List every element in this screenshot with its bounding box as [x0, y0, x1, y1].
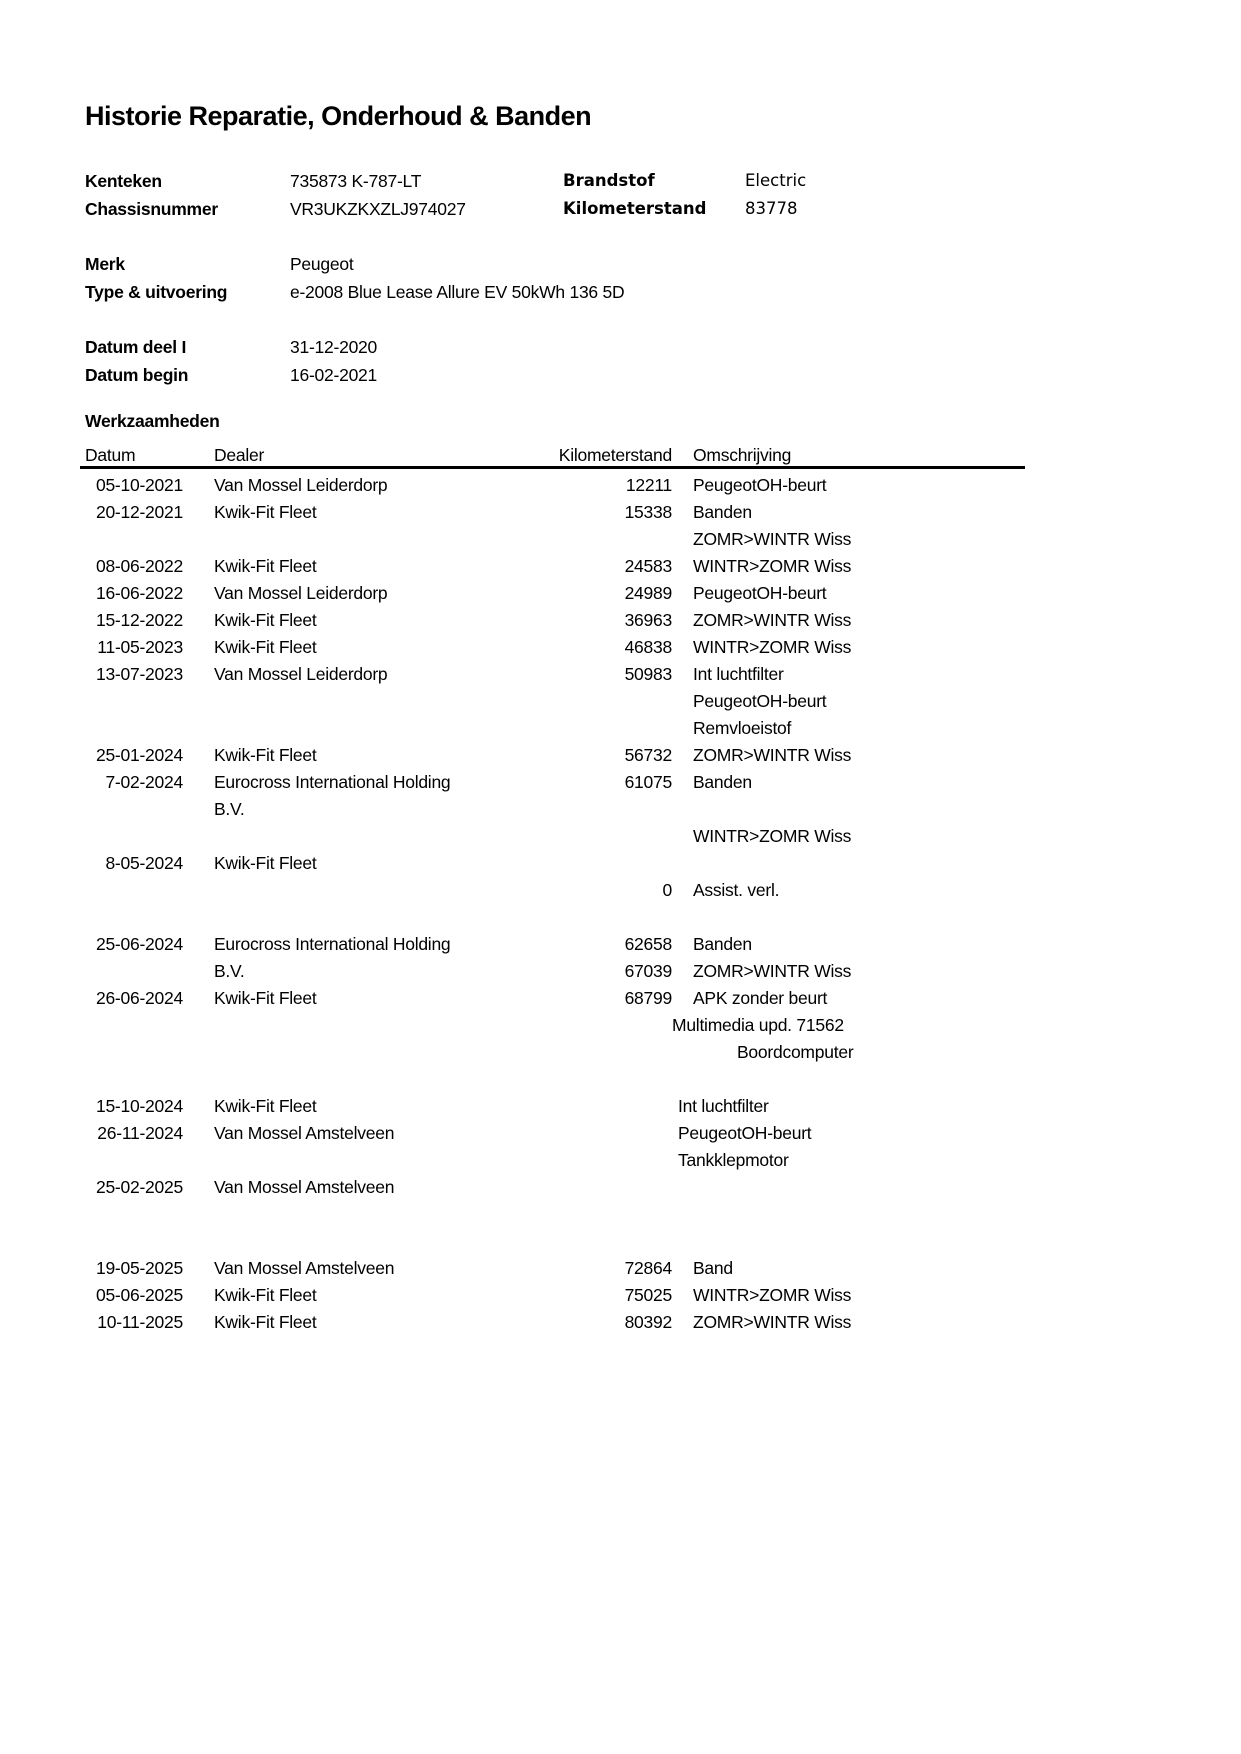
cell-omschrijving: APK zonder beurt [693, 988, 828, 1008]
table-row [80, 664, 1210, 691]
cell-omschrijving: PeugeotOH-beurt [693, 691, 827, 711]
table-row [80, 1312, 1210, 1339]
cell-datum: 11-05-2023 [97, 637, 183, 657]
table-row [80, 691, 1210, 718]
brandstof-value: Electric [745, 171, 807, 190]
cell-dealer: B.V. [214, 799, 245, 819]
cell-omschrijving: Banden [693, 934, 752, 954]
table-row [80, 529, 1210, 556]
cell-omschrijving: Multimedia upd. 71562 [672, 1015, 844, 1035]
table-row [80, 1150, 1210, 1177]
datum-begin-label: Datum begin [85, 365, 189, 385]
table-row [80, 1096, 1210, 1123]
cell-datum: 7-02-2024 [105, 772, 183, 792]
cell-dealer: Van Mossel Leiderdorp [214, 475, 388, 495]
cell-kilometerstand: 75025 [624, 1285, 672, 1305]
cell-dealer: Kwik-Fit Fleet [214, 853, 317, 873]
cell-datum: 25-02-2025 [95, 1177, 183, 1197]
cell-dealer: Kwik-Fit Fleet [214, 988, 317, 1008]
cell-datum: 15-10-2024 [95, 1096, 183, 1116]
cell-datum: 16-06-2022 [95, 583, 183, 603]
cell-omschrijving: Boordcomputer [737, 1042, 854, 1062]
cell-kilometerstand: 15338 [624, 502, 672, 522]
cell-dealer: Van Mossel Amstelveen [214, 1177, 395, 1197]
cell-datum: 13-07-2023 [95, 664, 183, 684]
cell-omschrijving: WINTR>ZOMR Wiss [693, 637, 852, 657]
kilometerstand-label: Kilometerstand [563, 199, 707, 218]
cell-datum: 8-05-2024 [105, 853, 183, 873]
werkzaamheden-section-title: Werkzaamheden [85, 411, 220, 431]
chassisnummer-value: VR3UKZKXZLJ974027 [290, 199, 466, 219]
cell-dealer: Van Mossel Amstelveen [214, 1123, 395, 1143]
table-row [80, 610, 1210, 637]
table-row [80, 502, 1210, 529]
cell-datum: 15-12-2022 [95, 610, 183, 630]
cell-datum: 08-06-2022 [95, 556, 183, 576]
type-uitvoering-value: e-2008 Blue Lease Allure EV 50kWh 136 5D [290, 282, 625, 302]
info-vehicle [85, 254, 745, 310]
cell-datum: 10-11-2025 [97, 1312, 183, 1332]
cell-omschrijving: Tankklepmotor [678, 1150, 789, 1170]
page-title: Historie Reparatie, Onderhoud & Banden [85, 101, 592, 131]
cell-kilometerstand: 61075 [624, 772, 672, 792]
werkzaamheden-rows [80, 475, 1210, 1339]
table-row [80, 583, 1210, 610]
cell-omschrijving: WINTR>ZOMR Wiss [693, 1285, 852, 1305]
merk-label: Merk [85, 254, 125, 274]
cell-dealer: Kwik-Fit Fleet [214, 637, 317, 657]
column-header-dealer: Dealer [214, 445, 265, 465]
chassisnummer-label: Chassisnummer [85, 199, 218, 219]
cell-kilometerstand: 12211 [625, 475, 672, 495]
table-header [0, 445, 1241, 467]
table-row [80, 475, 1210, 502]
cell-datum: 19-05-2025 [95, 1258, 183, 1278]
info-registration [85, 171, 806, 227]
cell-datum: 26-11-2024 [97, 1123, 183, 1143]
cell-omschrijving: Assist. verl. [693, 880, 780, 900]
table-row [80, 1231, 1210, 1258]
table-row [80, 853, 1210, 880]
cell-dealer: Eurocross International Holding [214, 934, 451, 954]
table-row [80, 1285, 1210, 1312]
table-row [80, 772, 1210, 799]
table-row [80, 1069, 1210, 1096]
cell-dealer: Kwik-Fit Fleet [214, 1096, 317, 1116]
cell-omschrijving: Int luchtfilter [678, 1096, 769, 1116]
cell-omschrijving: Remvloeistof [693, 718, 792, 738]
cell-kilometerstand: 24989 [624, 583, 672, 603]
cell-kilometerstand: 46838 [624, 637, 672, 657]
cell-kilometerstand: 68799 [624, 988, 672, 1008]
cell-dealer: Eurocross International Holding [214, 772, 451, 792]
cell-datum: 05-06-2025 [95, 1285, 183, 1305]
cell-kilometerstand: 50983 [624, 664, 672, 684]
datum-deel-i-value: 31-12-2020 [290, 337, 378, 357]
table-header-rule [80, 466, 1025, 469]
cell-kilometerstand: 62658 [624, 934, 672, 954]
cell-omschrijving: PeugeotOH-beurt [693, 475, 827, 495]
cell-dealer: Kwik-Fit Fleet [214, 1285, 317, 1305]
table-row [80, 934, 1210, 961]
table-row [80, 556, 1210, 583]
cell-kilometerstand: 24583 [624, 556, 672, 576]
cell-dealer: Kwik-Fit Fleet [214, 745, 317, 765]
cell-kilometerstand: 67039 [624, 961, 672, 981]
cell-omschrijving: WINTR>ZOMR Wiss [693, 826, 852, 846]
cell-kilometerstand: 36963 [624, 610, 672, 630]
cell-kilometerstand: 56732 [624, 745, 672, 765]
column-header-omschrijving: Omschrijving [693, 445, 792, 465]
column-header-kilometerstand: Kilometerstand [558, 445, 672, 465]
cell-dealer: Kwik-Fit Fleet [214, 556, 317, 576]
info-dates [85, 337, 745, 393]
column-header-datum: Datum [85, 445, 136, 465]
datum-begin-value: 16-02-2021 [290, 365, 378, 385]
cell-dealer: Kwik-Fit Fleet [214, 1312, 317, 1332]
cell-omschrijving: PeugeotOH-beurt [678, 1123, 812, 1143]
table-row [80, 1042, 1210, 1069]
cell-dealer: Kwik-Fit Fleet [214, 610, 317, 630]
cell-omschrijving: ZOMR>WINTR Wiss [693, 961, 852, 981]
cell-dealer: Kwik-Fit Fleet [214, 502, 317, 522]
cell-datum: 05-10-2021 [95, 475, 183, 495]
cell-dealer: Van Mossel Leiderdorp [214, 583, 388, 603]
table-row [80, 1177, 1210, 1204]
cell-kilometerstand: 0 [662, 880, 672, 900]
table-row [80, 907, 1210, 934]
table-row [80, 880, 1210, 907]
cell-omschrijving: ZOMR>WINTR Wiss [693, 529, 852, 549]
table-row [80, 637, 1210, 664]
cell-datum: 25-06-2024 [95, 934, 183, 954]
cell-omschrijving: ZOMR>WINTR Wiss [693, 1312, 852, 1332]
cell-dealer: Van Mossel Leiderdorp [214, 664, 388, 684]
cell-omschrijving: Banden [693, 502, 752, 522]
table-row [80, 988, 1210, 1015]
table-row [80, 961, 1210, 988]
table-row [80, 826, 1210, 853]
merk-value: Peugeot [290, 254, 354, 274]
cell-dealer: B.V. [214, 961, 245, 981]
cell-omschrijving: PeugeotOH-beurt [693, 583, 827, 603]
cell-dealer: Van Mossel Amstelveen [214, 1258, 395, 1278]
cell-datum: 26-06-2024 [95, 988, 183, 1008]
table-row [80, 745, 1210, 772]
kenteken-value: 735873 K-787-LT [290, 171, 422, 191]
cell-omschrijving: ZOMR>WINTR Wiss [693, 610, 852, 630]
cell-kilometerstand: 80392 [624, 1312, 672, 1332]
cell-datum: 25-01-2024 [95, 745, 183, 765]
cell-omschrijving: WINTR>ZOMR Wiss [693, 556, 852, 576]
table-row [80, 1204, 1210, 1231]
table-row [80, 718, 1210, 745]
cell-omschrijving: Band [693, 1258, 733, 1278]
datum-deel-i-label: Datum deel I [85, 337, 187, 357]
type-uitvoering-label: Type & uitvoering [85, 282, 228, 302]
table-row [80, 1123, 1210, 1150]
cell-kilometerstand: 72864 [624, 1258, 672, 1278]
table-row [80, 1015, 1210, 1042]
cell-datum: 20-12-2021 [95, 502, 183, 522]
brandstof-label: Brandstof [563, 171, 655, 190]
cell-omschrijving: Int luchtfilter [693, 664, 784, 684]
cell-omschrijving: ZOMR>WINTR Wiss [693, 745, 852, 765]
kenteken-label: Kenteken [85, 171, 162, 191]
table-row [80, 1258, 1210, 1285]
cell-omschrijving: Banden [693, 772, 752, 792]
table-row [80, 799, 1210, 826]
kilometerstand-value: 83778 [745, 199, 798, 218]
